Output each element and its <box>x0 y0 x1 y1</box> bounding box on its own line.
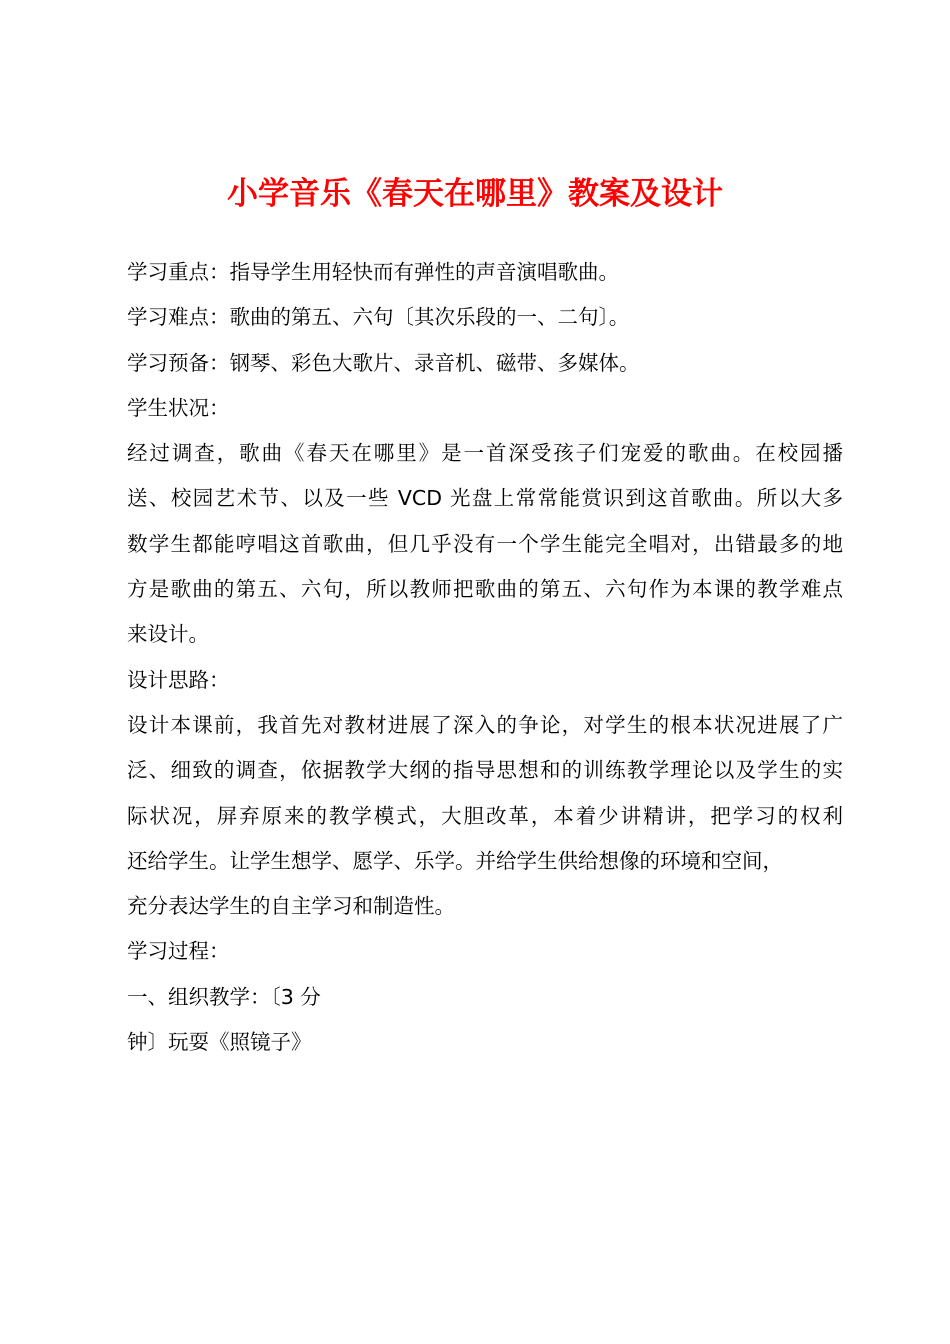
text-line: 际状况，屏弃原来的教学模式，大胆改革，本着少讲精讲，把学习的权利 <box>127 803 843 828</box>
text-line: 充分表达学生的自主学习和制造性。 <box>127 894 455 919</box>
text-line: 送、校园艺术节、以及一些 VCD 光盘上常常能赏识到这首歌曲。所以大多 <box>127 486 843 511</box>
text-line: 泛、细致的调查，依据教学大纲的指导思想和的训练教学理论以及学生的实 <box>127 758 843 783</box>
text-line: 还给学生。让学生想学、愿学、乐学。并给学生供给想像的环境和空间， <box>127 848 783 873</box>
text-line: 设计思路： <box>127 667 230 692</box>
text-line: 钟〕玩耍《照镜子》 <box>127 1030 312 1055</box>
text-line: 经过调查，歌曲《春天在哪里》是一首深受孩子们宠爱的歌曲。在校园播 <box>127 441 843 466</box>
text-line: 来设计。 <box>127 622 209 647</box>
document-body <box>127 250 843 1065</box>
text-line: 学生状况： <box>127 395 230 420</box>
text-line: 一、组织教学：〔3 分 <box>127 984 321 1009</box>
text-line: 学习重点：指导学生用轻快而有弹性的声音演唱歌曲。 <box>127 260 619 284</box>
text-line: 数学生都能哼唱这首歌曲，但几乎没有一个学生能完全唱对，出错最多的地 <box>127 531 843 556</box>
text-line: 方是歌曲的第五、六句，所以教师把歌曲的第五、六句作为本课的教学难点 <box>127 577 843 602</box>
text-line: 设计本课前，我首先对教材进展了深入的争论，对学生的根本状况进展了广 <box>127 712 843 737</box>
document-title: 小学音乐《春天在哪里》教案及设计 <box>227 176 723 212</box>
text-line: 学习预备：钢琴、彩色大歌片、录音机、磁带、多媒体。 <box>127 350 640 375</box>
text-line: 学习过程： <box>127 939 230 964</box>
text-line: 学习难点：歌曲的第五、六句〔其次乐段的一、二句〕。 <box>127 305 630 330</box>
